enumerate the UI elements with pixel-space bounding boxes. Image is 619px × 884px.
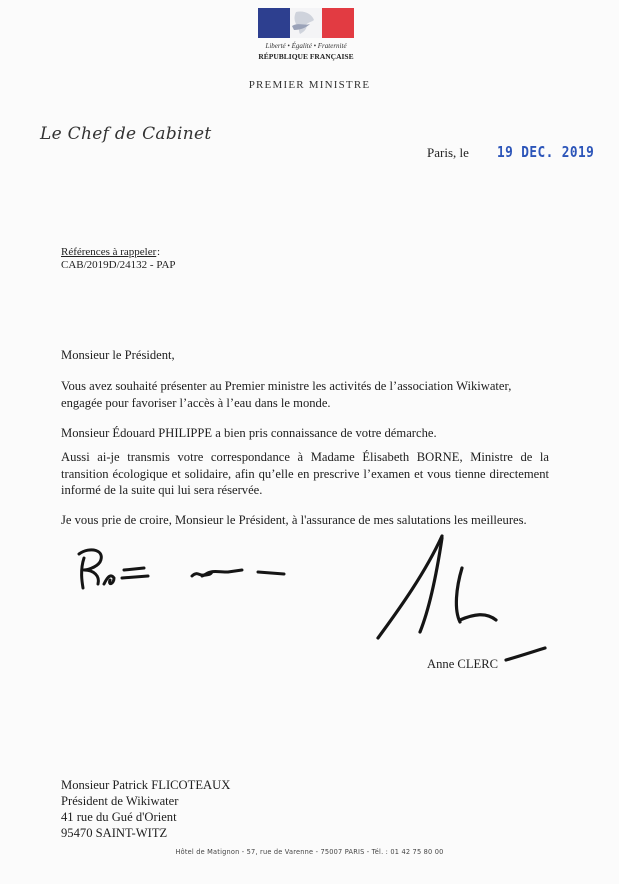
signatory-name: Anne CLERC xyxy=(427,657,499,671)
footer-address: Hôtel de Matignon - 57, rue de Varenne - 75007 PARIS - Tél. : 01 42 75 80 00 xyxy=(175,848,444,856)
sender-title: Le Chef de Cabinet xyxy=(40,124,212,144)
references-label: Références à rappeler xyxy=(61,246,157,258)
logo-republic: RÉPUBLIQUE FRANÇAISE xyxy=(258,52,354,61)
page-title: PREMIER MINISTRE xyxy=(248,79,371,91)
paragraph-acknowledgement: Monsieur Édouard PHILIPPE a bien pris connaissance de votre démarche. xyxy=(61,426,437,440)
recipient-line: Président de Wikiwater xyxy=(61,794,179,808)
paragraph-transmission: Aussi ai-je transmis votre correspondance à Madame Élisabeth BORNE, Ministre de la transition écologique et solidaire, afin qu’elle en prescrive l’examen et vous tienne directement informé de la suite qui lui sera réservée. xyxy=(61,450,549,497)
flag-blue-band xyxy=(258,8,290,38)
references-colon: : xyxy=(157,246,161,258)
handwritten-greeting-signature xyxy=(70,540,295,595)
recipient-line: 41 rue du Gué d'Orient xyxy=(61,810,177,824)
tricolor-flag-icon xyxy=(258,8,354,38)
recipient-line: Monsieur Patrick FLICOTEAUX xyxy=(61,778,231,792)
logo-motto: Liberté • Égalité • Fraternité xyxy=(265,42,347,50)
recipient-address xyxy=(61,777,230,841)
marianne-logo xyxy=(258,8,354,64)
paragraph-intro: Vous avez souhaité présenter au Premier ministre les activités de l’association Wikiwater, engagée pour favoriser l’accès à l’eau dans le monde. xyxy=(61,379,512,410)
flag-white-band xyxy=(290,8,322,38)
closing-formula: Je vous prie de croire, Monsieur le Président, à l'assurance de mes salutations les meilleures. xyxy=(61,513,527,527)
marianne-profile-icon xyxy=(290,8,322,38)
flag-red-band xyxy=(322,8,354,38)
recipient-line: 95470 SAINT-WITZ xyxy=(61,826,168,840)
handwritten-signature xyxy=(370,528,550,668)
date-label: Paris, le xyxy=(427,145,469,160)
references-value: CAB/2019D/24132 - PAP xyxy=(61,259,176,271)
date-stamp: 19 DEC. 2019 xyxy=(497,143,595,161)
salutation: Monsieur le Président, xyxy=(61,348,175,362)
